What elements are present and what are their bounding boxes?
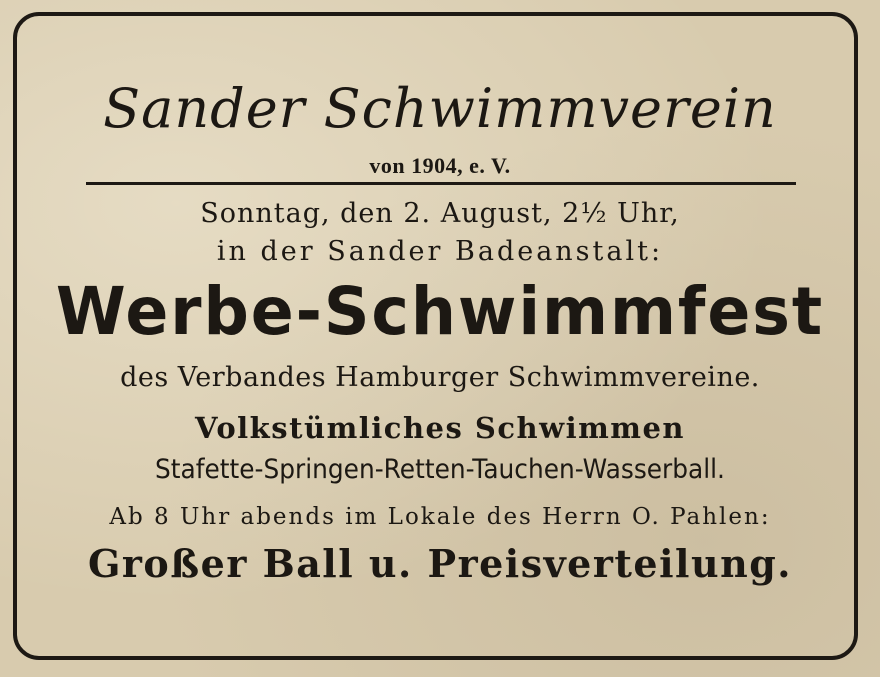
disciplines-line: Stafette-Springen-Retten-Tauchen-Wasserball. xyxy=(155,454,725,485)
ball-announcement-line: Großer Ball u. Preisverteilung. xyxy=(87,541,793,586)
event-name-headline: Werbe-Schwimmfest xyxy=(55,273,825,350)
heading-divider xyxy=(86,182,796,185)
popular-swimming-line: Volkstümliches Schwimmen xyxy=(194,411,685,445)
club-founding-subtitle: von 1904, e. V. xyxy=(369,153,511,178)
event-date-line: Sonntag, den 2. August, 2½ Uhr, xyxy=(200,198,680,229)
association-line: des Verbandes Hamburger Schwimmvereine. xyxy=(120,362,760,393)
club-name-heading: Sander Schwimmverein xyxy=(103,77,777,140)
event-location-line: in der Sander Badeanstalt: xyxy=(216,236,664,267)
evening-program-line: Ab 8 Uhr abends im Lokale des Herrn O. Pahlen: xyxy=(109,504,771,530)
